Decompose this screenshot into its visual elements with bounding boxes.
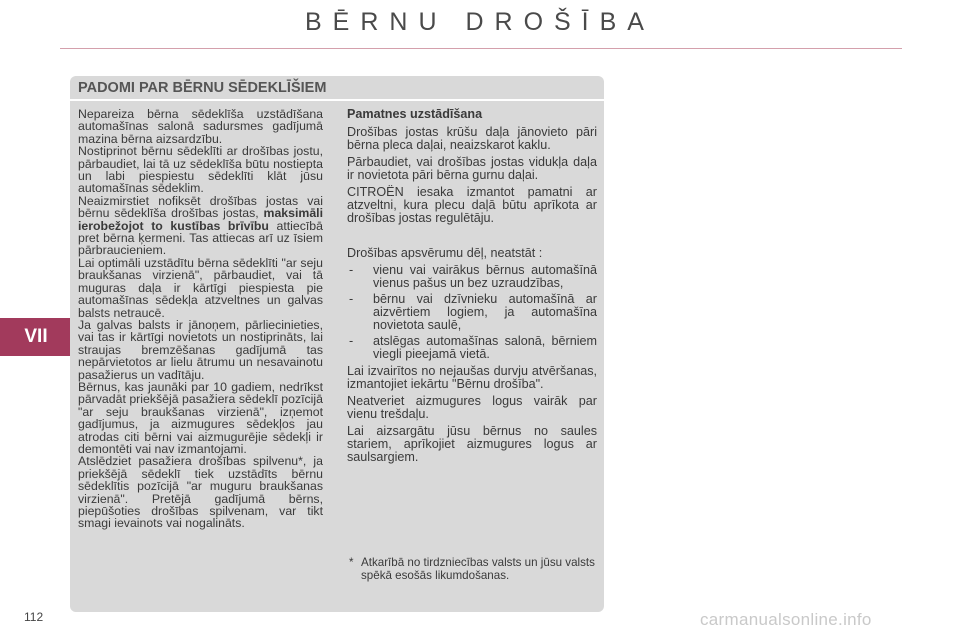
left-paragraph: Ja galvas balsts ir jānoņem, pārliecinieties, vai tas ir kārtīgi novietots un nostiprināts, lai straujas bremzēšanas gadījumā tas nepārvietotos ar lielu ātrumu un nesavainotu pasažierus un vadītāju. <box>78 317 323 382</box>
left-paragraph: Nostiprinot bērnu sēdeklīti ar drošības jostu, pārbaudiet, lai tā uz sēdeklīša būtu nostiepta un labi piespiestu sēdeklīti klāt jūsu automašīnas sēdeklim. <box>78 144 323 196</box>
page-title: BĒRNU DROŠĪBA <box>305 8 655 36</box>
footnote <box>349 556 604 582</box>
right-paragraph: Neatveriet aizmugures logus vairāk par vienu trešdaļu. <box>347 394 597 421</box>
left-paragraph-text: attiecībā pret bērna ķermeni. Tas attiecas arī uz īsiem pārbraucieniem. <box>78 218 323 258</box>
left-paragraph-belts <box>78 195 323 257</box>
section-heading: Pamatnes uzstādīšana <box>347 107 483 121</box>
chapter-tab: VII <box>0 318 72 356</box>
safety-intro: Drošības apsvērumu dēļ, neatstāt : <box>347 246 543 260</box>
emphasis-text: maksimāli ierobežojot to kustības brīvību <box>78 206 323 233</box>
footnote-mark: * <box>349 556 354 569</box>
right-paragraph: CITROËN iesaka izmantot pamatni ar atzveltni, kura plecu daļā būtu aprīkota ar drošības jostas regulētāju. <box>347 185 597 225</box>
footnote-text: Atkarībā no tirdzniecības valsts un jūsu valsts spēkā esošās likumdošanas. <box>361 556 595 582</box>
left-paragraph: Nepareiza bērna sēdeklīša uzstādīšana automašīnas salonā sadursmes gadījumā mazina bērna aizsardzību. <box>78 107 323 146</box>
right-paragraph: Lai izvairītos no nejaušas durvju atvēršanas, izmantojiet iekārtu "Bērnu drošība". <box>347 364 597 391</box>
title-divider <box>60 48 902 49</box>
page-number: 112 <box>24 610 44 624</box>
left-column <box>78 108 323 530</box>
panel-divider <box>70 99 604 101</box>
right-paragraph: Lai aizsargātu jūsu bērnus no saules stariem, aprīkojiet aizmugures logus ar saulsargiem. <box>347 424 597 464</box>
right-paragraph: Pārbaudiet, vai drošības jostas vidukļa daļa ir novietota pāri bērna gurnu daļai. <box>347 155 597 182</box>
right-paragraph: Drošības jostas krūšu daļa jānovieto pāri bērna pleca daļai, neaizskarot kaklu. <box>347 125 597 152</box>
list-item: - bērnu vai dzīvnieku automašīnā ar aizvērtiem logiem, ja automašīna novietota saulē, <box>347 293 597 332</box>
left-paragraph-text: Neaizmirstiet nofiksēt drošības jostas vai bērnu sēdeklīša drošības jostas, <box>78 193 323 221</box>
list-item: - atslēgas automašīnas salonā, bērniem viegli pieejamā vietā. <box>347 335 597 361</box>
panel-title: PADOMI PAR BĒRNU SĒDEKLĪŠIEM <box>78 80 327 96</box>
right-column <box>347 108 597 468</box>
watermark: carmanualsonline.info <box>700 610 872 629</box>
safety-list <box>347 264 597 361</box>
left-paragraph: Bērnus, kas jaunāki par 10 gadiem, nedrīkst pārvadāt priekšējā pasažiera sēdeklī pozīcijā "ar seju braukšanas virzienā", izņemot gadījumus, ja aizmugures sēdekļos jau atrodas citi bērni vai aizmugurējie sēdekļi ir demontēti vai nav izmantojami. <box>78 379 323 456</box>
list-item: - vienu vai vairākus bērnus automašīnā vienus pašus un bez uzraudzības, <box>347 264 597 290</box>
left-paragraph: Atslēdziet pasažiera drošības spilvenu*, ja priekšējā sēdeklī tiek uzstādīts bērnu sēdeklītis pozīcijā "ar muguru braukšanas virzienā". Pretējā gadījumā bērns, piepūšoties drošības spilvenam, var tikt smagi ievainots vai nogalināts. <box>78 454 323 531</box>
advice-panel <box>70 76 604 612</box>
left-paragraph: Lai optimāli uzstādītu bērna sēdeklīti "ar seju braukšanas virzienā", pārbaudiet, vai tā muguras daļa ir kārtīgi piespiesta pie automašīnas sēdekļa atzveltnes un galvas balsts netraucē. <box>78 255 323 320</box>
